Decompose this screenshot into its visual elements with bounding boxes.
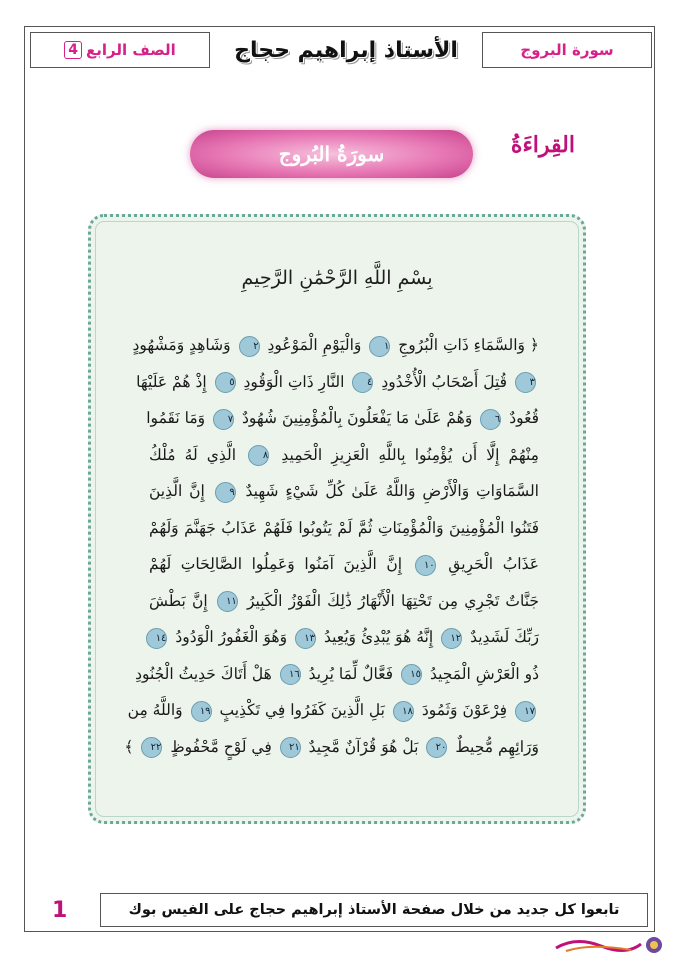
header xyxy=(30,31,652,69)
grade-label: الصف الرابع xyxy=(86,41,176,59)
verse-text: قُتِلَ أَصْحَابُ الْأُخْدُودِ xyxy=(381,372,508,391)
verse-line xyxy=(149,619,539,656)
verse-text: وَشَاهِدٍ وَمَشْهُودٍ xyxy=(132,336,231,354)
verse-line xyxy=(149,473,539,510)
page-number: 1 xyxy=(52,898,68,923)
verse-number-marker: ٧ xyxy=(213,409,234,430)
verse-number-marker: ١٠ xyxy=(415,555,436,576)
verse-text: النَّارِ ذَاتِ الْوَقُودِ xyxy=(243,372,345,391)
verse-text: إِنَّهُ هُوَ يُبْدِئُ وَيُعِيدُ xyxy=(323,628,434,646)
verse-text: هَلْ أَتَاكَ حَدِيثُ الْجُنُودِ xyxy=(135,664,272,683)
page-title: الأستاذ إبراهيم حجاج xyxy=(234,37,458,63)
verse-text: إِذْ هُمْ عَلَيْهَا xyxy=(136,372,207,391)
verse-text: وَهُوَ الْغَفُورُ الْوَدُودُ xyxy=(175,628,288,646)
verse-text: وَرَائِهِم مُّحِيطٌ xyxy=(455,737,539,756)
basmala: بِسْمِ اللَّهِ الرَّحْمَٰنِ الرَّحِيمِ xyxy=(241,267,433,289)
verse-text: بَلِ الَّذِينَ كَفَرُوا فِي تَكْذِيبٍ xyxy=(219,701,385,719)
subject-label: سورة البروج xyxy=(520,41,614,59)
verse-line xyxy=(146,400,539,437)
verse-number-marker: ٤ xyxy=(352,372,373,393)
verse-number-marker: ٨ xyxy=(248,445,269,466)
verse-text: إِنَّ بَطْشَ xyxy=(149,591,208,610)
surah-text-box xyxy=(88,214,586,824)
verse-number-marker: ١٤ xyxy=(146,628,167,649)
publisher-logo-icon xyxy=(546,934,666,956)
verse-line xyxy=(149,437,539,474)
surah-title: سورَةُ البُروج xyxy=(278,142,385,166)
verse-text: وَالْيَوْمِ الْمَوْعُودِ xyxy=(267,336,362,354)
verse-number-marker: ١٣ xyxy=(295,628,316,649)
verse-text: قُعُودٌ xyxy=(509,409,539,427)
verse-number-marker: ١٢ xyxy=(441,628,462,649)
verse-number-marker: ٦ xyxy=(480,409,501,430)
surah-title-banner xyxy=(190,130,473,178)
verse-number-marker: ١٥ xyxy=(401,664,422,685)
verse-number-marker: ٢١ xyxy=(280,737,301,758)
verse-text: فَتَنُوا الْمُؤْمِنِينَ وَالْمُؤْمِنَاتِ ثُمَّ لَمْ يَتُوبُوا فَلَهُمْ عَذَابُ جَهَنَّمَ وَلَهُمْ xyxy=(149,518,539,537)
verse-number-marker: ١٨ xyxy=(393,701,414,722)
verse-text: وَهُمْ عَلَىٰ مَا يَفْعَلُونَ بِالْمُؤْمِنِينَ شُهُودٌ xyxy=(242,409,473,427)
verse-number-marker: ٢٠ xyxy=(426,737,447,758)
verse-line xyxy=(124,729,539,766)
verse-line xyxy=(149,583,539,620)
verse-number-marker: ٥ xyxy=(215,372,236,393)
footer-note: تابعوا كل جديد من خلال صفحة الأستاذ إبراهيم حجاج على الفيس بوك xyxy=(128,902,620,918)
verse-number-marker: ١٩ xyxy=(191,701,212,722)
verse-number-marker: ٣ xyxy=(515,372,536,393)
verse-text: ﴿ وَالسَّمَاءِ ذَاتِ الْبُرُوجِ xyxy=(398,336,539,354)
verse-text: عَذَابُ الْحَرِيقِ xyxy=(448,555,539,573)
verse-text: الَّذِي لَهُ مُلْكُ xyxy=(149,445,237,464)
verse-number-marker: ٩ xyxy=(215,482,236,503)
verse-line xyxy=(127,692,539,729)
surah-verses xyxy=(124,327,540,765)
verse-text: وَاللَّهُ مِن xyxy=(127,701,183,719)
verse-text: ذُو الْعَرْشِ الْمَجِيدُ xyxy=(429,664,539,683)
subject-box xyxy=(482,32,652,68)
verse-text: بَلْ هُوَ قُرْآنٌ مَّجِيدٌ xyxy=(308,737,419,756)
verse-number-marker: ١٧ xyxy=(515,701,536,722)
verse-text: السَّمَاوَاتِ وَالْأَرْضِ وَاللَّهُ عَلَىٰ كُلِّ شَيْءٍ شَهِيدٌ xyxy=(245,482,539,500)
verse-line xyxy=(135,656,539,693)
footer-note-box xyxy=(100,893,648,927)
verse-number-marker: ٢ xyxy=(239,336,260,357)
verse-text: إِنَّ الَّذِينَ آمَنُوا وَعَمِلُوا الصَّالِحَاتِ لَهُمْ xyxy=(149,555,403,573)
verse-text: فِي لَوْحٍ مَّحْفُوظٍ xyxy=(170,737,272,756)
verse-line xyxy=(132,327,539,364)
verse-text: فِرْعَوْنَ وَثَمُودَ xyxy=(421,701,508,719)
verse-text: فَعَّالٌ لِّمَا يُرِيدُ xyxy=(308,664,394,683)
verse-text: مِنْهُمْ إِلَّا أَن يُؤْمِنُوا بِاللَّهِ الْعَزِيزِ الْحَمِيدِ xyxy=(281,445,539,464)
verse-text: وَمَا نَقَمُوا xyxy=(146,409,206,427)
verse-number-marker: ٢٢ xyxy=(141,737,162,758)
verse-text: رَبِّكَ لَشَدِيدٌ xyxy=(470,628,539,646)
section-label: القِراءَةُ xyxy=(510,132,575,158)
verse-text: إِنَّ الَّذِينَ xyxy=(149,482,205,500)
verse-text: ﴾ xyxy=(124,737,134,756)
verse-number-marker: ١ xyxy=(369,336,390,357)
grade-number: 4 xyxy=(64,41,82,59)
verse-line xyxy=(149,546,539,583)
verse-number-marker: ١١ xyxy=(217,591,238,612)
grade-box xyxy=(30,32,210,68)
verse-line xyxy=(136,364,539,401)
verse-number-marker: ١٦ xyxy=(280,664,301,685)
verse-text: جَنَّاتٌ تَجْرِي مِن تَحْتِهَا الْأَنْهَارُ ذَٰلِكَ الْفَوْزُ الْكَبِيرُ xyxy=(246,591,540,610)
verse-line xyxy=(149,510,539,547)
